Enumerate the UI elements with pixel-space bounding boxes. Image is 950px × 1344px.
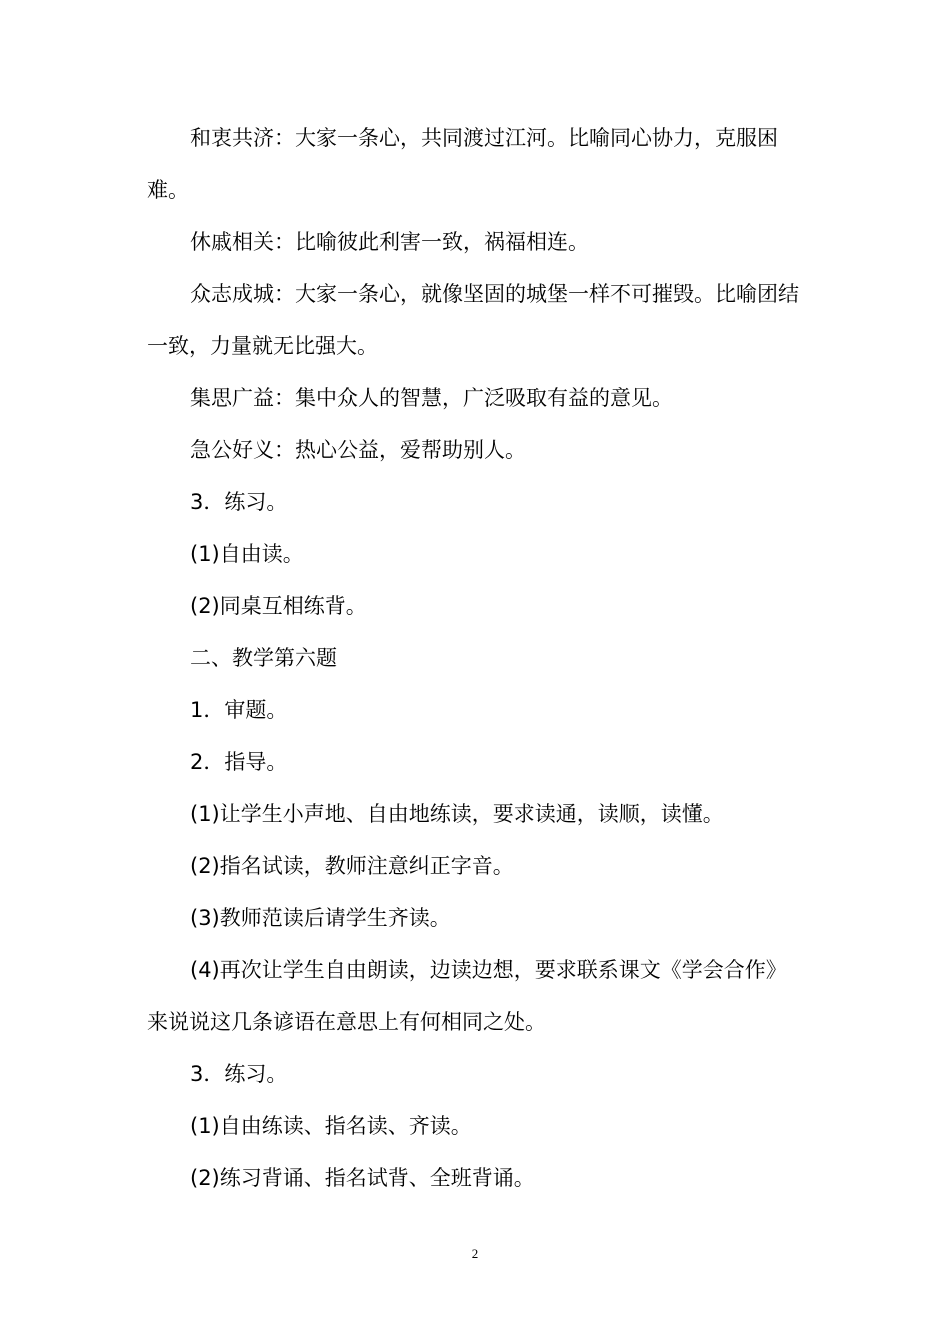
document-body [147, 112, 807, 1204]
paragraph-substep-read-aloud: (1)自由练读、指名读、齐读。 [190, 1114, 472, 1138]
paragraph-idiom-zhongzhichengcheng: 众志成城：大家一条心，就像坚固的城堡一样不可摧毁。比喻团结一致，力量就无比强大。 [147, 282, 799, 358]
paragraph-substep-partner-recite: (2)同桌互相练背。 [190, 594, 367, 618]
paragraph-idiom-hezhonggongji: 和衷共济：大家一条心，共同渡过江河。比喻同心协力，克服困难。 [147, 126, 778, 202]
paragraph-substep-quiet-reading: (1)让学生小声地、自由地练读，要求读通，读顺，读懂。 [190, 802, 724, 826]
paragraph-substep-discussion: (4)再次让学生自由朗读，边读边想，要求联系课文《学会合作》来说说这几条谚语在意思上有何相同之处。 [147, 958, 787, 1034]
paragraph-idiom-xiuqixiangguan: 休戚相关：比喻彼此利害一致，祸福相连。 [190, 230, 589, 254]
paragraph-substep-recitation: (2)练习背诵、指名试背、全班背诵。 [190, 1166, 535, 1190]
page-number: 2 [471, 1246, 479, 1261]
section-heading-question-six: 二、教学第六题 [190, 646, 337, 670]
paragraph-step-practice-two: 3．练习。 [190, 1062, 288, 1086]
paragraph-idiom-jisiguangyi: 集思广益：集中众人的智慧，广泛吸取有益的意见。 [190, 386, 673, 410]
paragraph-step-review: 1．审题。 [190, 698, 288, 722]
paragraph-substep-named-reading: (2)指名试读，教师注意纠正字音。 [190, 854, 514, 878]
paragraph-substep-teacher-model: (3)教师范读后请学生齐读。 [190, 906, 451, 930]
paragraph-step-practice: 3．练习。 [190, 490, 288, 514]
paragraph-substep-free-reading: (1)自由读。 [190, 542, 304, 566]
paragraph-idiom-jigonghaoyi: 急公好义：热心公益，爱帮助别人。 [190, 438, 526, 462]
paragraph-step-guidance: 2．指导。 [190, 750, 288, 774]
